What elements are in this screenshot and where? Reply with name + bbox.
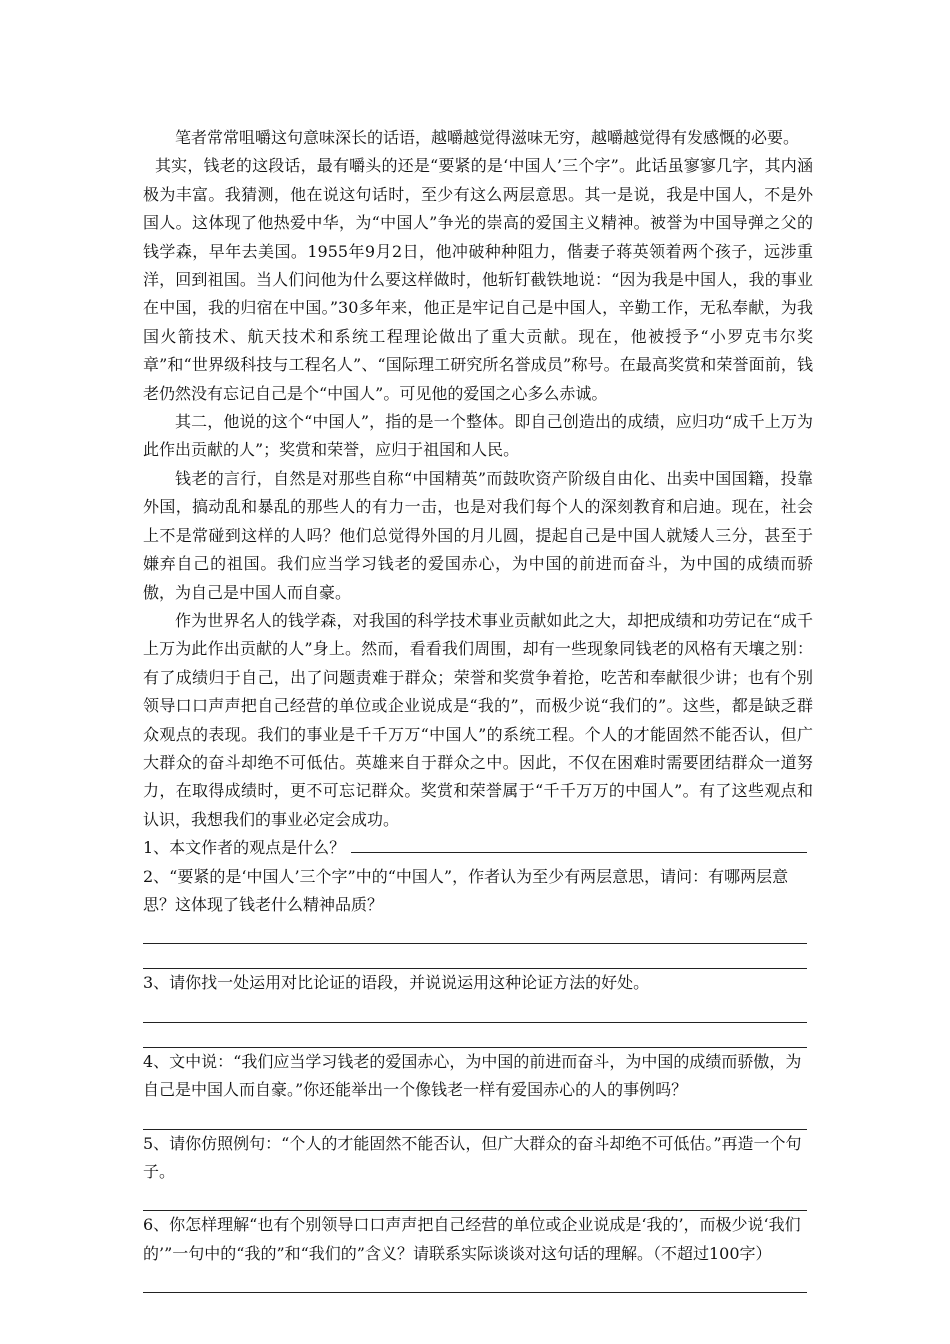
passage-paragraph-3: 其二，他说的这个“中国人”，指的是一个整体。即自己创造出的成绩，应归功“成千上万为此作出贡献的人”；奖赏和荣誉，应归于祖国和人民。 [143,412,813,460]
passage-paragraph-4: 钱老的言行，自然是对那些自称“中国精英”而鼓吹资产阶级自由化、出卖中国国籍，投靠外国，搞动乱和暴乱的那些人的有力一击，也是对我们每个人的深刻教育和启迪。现在，社会上不是常碰到这样的人吗？他们总觉得外国的月儿圆，提起自己是中国人就矮人三分，甚至于嫌弃自己的祖国。我们应当学习钱老的爱国赤心，为中国的前进而奋斗，为中国的成绩而骄傲，为自己是中国人而自豪。 [143,468,813,602]
answer-line[interactable] [143,1186,807,1211]
passage [143,124,813,834]
answer-line[interactable] [143,944,807,969]
passage-paragraph-5: 作为世界名人的钱学森，对我国的科学技术事业贡献如此之大，却把成绩和功劳记在“成千上万为此作出贡献的人”身上。然而，看看我们周围，却有一些现象同钱老的风格有天壤之别：有了成绩归于自己，出了问题责难于群众；荣誉和奖赏争着抢，吃苦和奉献很少讲；也有个别领导口口声声把自己经营的单位或企业说成是“我的”，而极少说“我们的”。这些，都是缺乏群众观点的表现。我们的事业是千千万万“中国人”的系统工程。个人的才能固然不能否认，但广大群众的奋斗却绝不可低估。英雄来自于群众之中。因此，不仅在困难时需要团结群众一道努力，在取得成绩时，更不可忘记群众。奖赏和荣誉属于“千千万万的中国人”。有了这些观点和认识，我想我们的事业必定会成功。 [143,610,813,829]
answer-blank[interactable] [351,834,807,853]
questions [143,834,813,1293]
question-3 [143,969,813,1047]
answer-line[interactable] [143,1023,807,1048]
document-page [143,124,813,1293]
question-2-text: 2、“要紧的是‘中国人’三个字”中的“中国人”，作者认为至少有两层意思，请问：有哪两层意思？这体现了钱老什么精神品质？ [143,866,789,914]
answer-line[interactable] [143,919,807,944]
answer-line[interactable] [143,998,807,1023]
question-1 [143,834,813,862]
answer-line[interactable] [143,1268,807,1293]
passage-paragraph-1: 笔者常常咀嚼这句意味深长的话语，越嚼越觉得滋味无穷，越嚼越觉得有发感慨的必要。 [175,128,800,147]
question-4-text: 4、文中说：“我们应当学习钱老的爱国赤心，为中国的前进而奋斗，为中国的成绩而骄傲，为自己是中国人而自豪。”你还能举出一个像钱老一样有爱国赤心的人的事例吗？ [143,1051,802,1100]
question-6 [143,1211,813,1293]
question-6-text: 6、你怎样理解“也有个别领导口口声声把自己经营的单位或企业说成是‘我的’，而极少说‘我们的’”一句中的“我的”和“我们的”含义？请联系实际谈谈对这句话的理解。（不超过100字） [143,1215,801,1263]
question-1-text: 1、本文作者的观点是什么？ [143,838,346,858]
question-4 [143,1048,813,1130]
question-3-text: 3、请你找一处运用对比论证的语段，并说说运用这种论证方法的好处。 [143,973,650,993]
question-5 [143,1130,813,1212]
passage-paragraph-2: 其实，钱老的这段话，最有嚼头的还是“要紧的是‘中国人’三个字”。此话虽寥寥几字，其内涵极为丰富。我猜测，他在说这句话时，至少有这么两层意思。其一是说，我是中国人，不是外国人。这体现了他热爱中华，为“中国人”争光的崇高的爱国主义精神。被誉为中国导弹之父的钱学森，早年去美国。1955年9月2日，他冲破种种阻力，偕妻子蒋英领着两个孩子，远涉重洋，回到祖国。当人们问他为什么要这样做时，他斩钉截铁地说：“因为我是中国人，我的事业在中国，我的归宿在中国。”30多年来，他正是牢记自己是中国人，辛勤工作，无私奉献，为我国火箭技术、航天技术和系统工程理论做出了重大贡献。现在，他被授予“小罗克韦尔奖章”和“世界级科技与工程名人”、“国际理工研究所名誉成员”称号。在最高奖赏和荣誉面前，钱老仍然没有忘记自己是个“中国人”。可见他的爱国之心多么赤诚。 [143,156,813,403]
question-2 [143,863,813,970]
answer-line[interactable] [143,1105,807,1130]
question-5-text: 5、请你仿照例句：“个人的才能固然不能否认，但广大群众的奋斗却绝不可低估。”再造一个句子。 [143,1133,802,1181]
